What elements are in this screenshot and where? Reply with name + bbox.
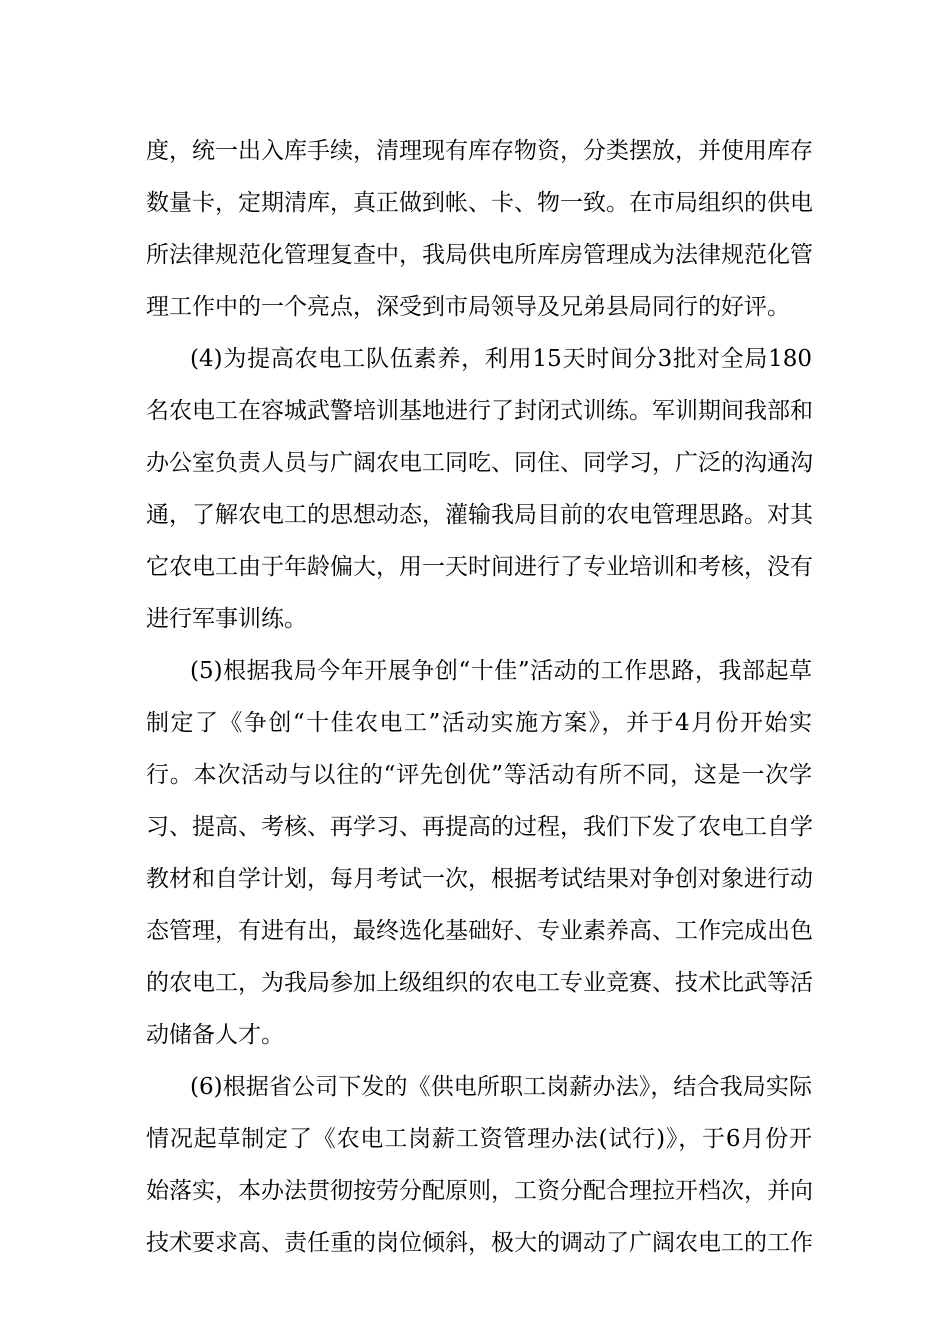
text-line: 名农电工在容城武警培训基地进行了封闭式训练。军训期间我部和 bbox=[146, 398, 813, 424]
text-line: 理工作中的一个亮点，深受到市局领导及兄弟县局同行的好评。 bbox=[146, 294, 790, 320]
text-line: 教材和自学计划，每月考试一次，根据考试结果对争创对象进行动 bbox=[146, 866, 813, 892]
text-line: 度，统一出入库手续，清理现有库存物资，分类摆放，并使用库存 bbox=[146, 138, 813, 164]
text-line: 情况起草制定了《农电工岗薪工资管理办法(试行)》，于6月份开 bbox=[146, 1126, 812, 1152]
paragraph-4-first-line: (4)为提高农电工队伍素养，利用15天时间分3批对全局180 bbox=[190, 346, 812, 372]
text-line: 的农电工，为我局参加上级组织的农电工专业竞赛、技术比武等活 bbox=[146, 970, 813, 996]
text-line: 态管理，有进有出，最终选化基础好、专业素养高、工作完成出色 bbox=[146, 918, 813, 944]
text-line: 行。本次活动与以往的“评先创优”等活动有所不同，这是一次学 bbox=[146, 762, 812, 788]
text-line: 习、提高、考核、再学习、再提高的过程，我们下发了农电工自学 bbox=[146, 814, 813, 840]
text-line: 它农电工由于年龄偏大，用一天时间进行了专业培训和考核，没有 bbox=[146, 554, 813, 580]
text-line: 数量卡，定期清库，真正做到帐、卡、物一致。在市局组织的供电 bbox=[146, 190, 813, 216]
text-line: 动储备人才。 bbox=[146, 1022, 284, 1048]
text-line: 通，了解农电工的思想动态，灌输我局目前的农电管理思路。对其 bbox=[146, 502, 813, 528]
text-line: 始落实，本办法贯彻按劳分配原则，工资分配合理拉开档次，并向 bbox=[146, 1178, 813, 1204]
paragraph-5-first-line: (5)根据我局今年开展争创“十佳”活动的工作思路，我部起草 bbox=[190, 658, 812, 684]
text-line: 办公室负责人员与广阔农电工同吃、同住、同学习，广泛的沟通沟 bbox=[146, 450, 813, 476]
paragraph-6-first-line: (6)根据省公司下发的《供电所职工岗薪办法》，结合我局实际 bbox=[190, 1074, 812, 1100]
text-line: 所法律规范化管理复查中，我局供电所库房管理成为法律规范化管 bbox=[146, 242, 813, 268]
text-line: 技术要求高、责任重的岗位倾斜，极大的调动了广阔农电工的工作 bbox=[146, 1230, 813, 1256]
text-line: 制定了《争创“十佳农电工”活动实施方案》，并于4月份开始实 bbox=[146, 710, 812, 736]
text-line: 进行军事训练。 bbox=[146, 606, 307, 632]
